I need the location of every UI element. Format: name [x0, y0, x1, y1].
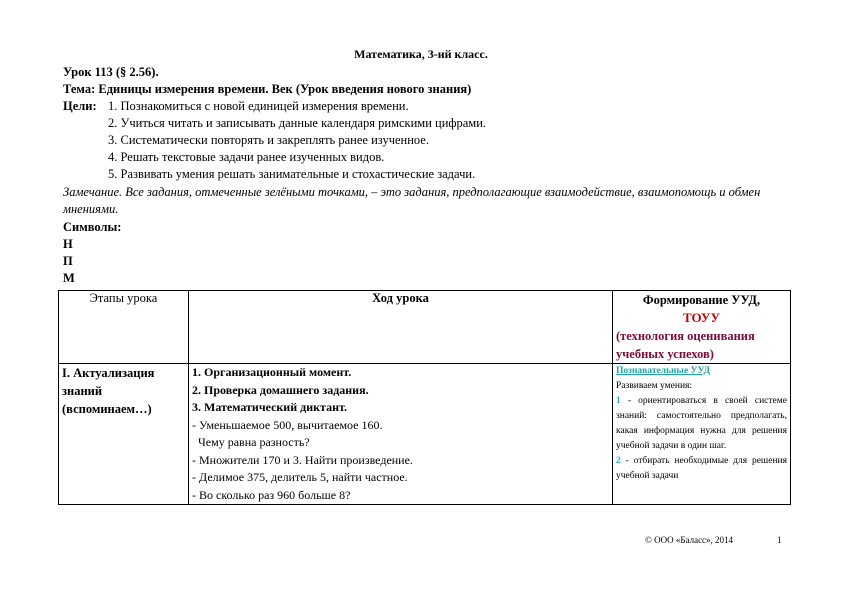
stage-text: I. Актуализация знаний (вспоминаем…): [62, 366, 155, 416]
stage-cell: [59, 364, 189, 505]
dictation-item: - Во сколько раз 960 больше 8?: [192, 487, 351, 502]
lesson-topic: [63, 82, 471, 97]
topic-label: Тема:: [63, 82, 96, 96]
header-uud-label: Формирование УУД,: [642, 293, 761, 307]
table-row: [59, 364, 791, 505]
table-header-row: [59, 291, 791, 364]
course-step: 1. Организационный момент.: [192, 365, 352, 379]
goal-item: 2. Учиться читать и записывать данные календаря римскими цифрами.: [108, 116, 487, 130]
dictation-item: - Делимое 375, делитель 5, найти частное.: [192, 470, 408, 484]
header-stages-label: Этапы урока: [89, 291, 158, 305]
goal-item: 5. Развивать умения решать занимательные и стохастические задачи.: [108, 167, 476, 181]
topic-text: Единицы измерения времени. Век (Урок введения нового знания): [95, 82, 472, 96]
dictation-item: Чему равна разность?: [192, 435, 310, 449]
goal-item: 3. Систематически повторять и закреплять ранее изученное.: [108, 133, 429, 147]
header-tech-label: (технология оценивания учебных успехов): [616, 329, 755, 361]
symbols-label: Символы:: [63, 220, 122, 234]
dictation-item: - Уменьшаемое 500, вычитаемое 160.: [192, 417, 383, 432]
dictation-item: - Множители 170 и 3. Найти произведение.: [192, 452, 413, 467]
skill-number: 2: [616, 456, 621, 466]
document-title: Математика, 3-ий класс.: [354, 47, 488, 61]
goal-item: 4. Решать текстовые задачи ранее изученных видов.: [108, 150, 385, 164]
page-number: 1: [777, 535, 782, 545]
course-cell: [189, 364, 613, 505]
goal-item: 1. Познакомиться с новой единицей измерения времени.: [108, 99, 409, 113]
uud-title: Познавательные УУД: [616, 366, 711, 376]
goals-label: Цели:: [63, 99, 97, 113]
header-course-label: Ход урока: [372, 291, 429, 305]
skill-text: - ориентироваться в своей системе знаний: самостоятельно предполагать, какая информация нужна для решения учебной задачи в один шаг.: [616, 396, 787, 451]
header-stages: [59, 291, 189, 364]
note-text: Замечание. Все задания, отмеченные зелёными точками, – это задания, предполагающие взаимодействие, взаимопомощь и обмен мнениями.: [63, 185, 761, 216]
skill-number: 1: [616, 396, 621, 406]
footer-copyright: © ООО «Баласс», 2014: [645, 535, 734, 545]
course-step: 3. Математический диктант.: [192, 400, 347, 414]
uud-intro: Развиваем умения:: [616, 381, 693, 391]
uud-cell: [613, 364, 791, 505]
symbol-item: М: [63, 271, 75, 285]
lesson-table: [58, 290, 791, 505]
skill-text: - отбирать необходимые для решения учебной задачи: [616, 456, 787, 481]
uud-skill: [616, 394, 787, 454]
header-touu-label: ТОУУ: [683, 310, 720, 325]
header-uud: [613, 291, 791, 364]
symbol-item: П: [63, 254, 73, 268]
lesson-number: Урок 113 (§ 2.56).: [63, 65, 159, 79]
header-course: [189, 291, 613, 364]
course-step: 2. Проверка домашнего задания.: [192, 382, 369, 397]
uud-skill: [616, 454, 787, 484]
symbol-item: Н: [63, 237, 73, 251]
